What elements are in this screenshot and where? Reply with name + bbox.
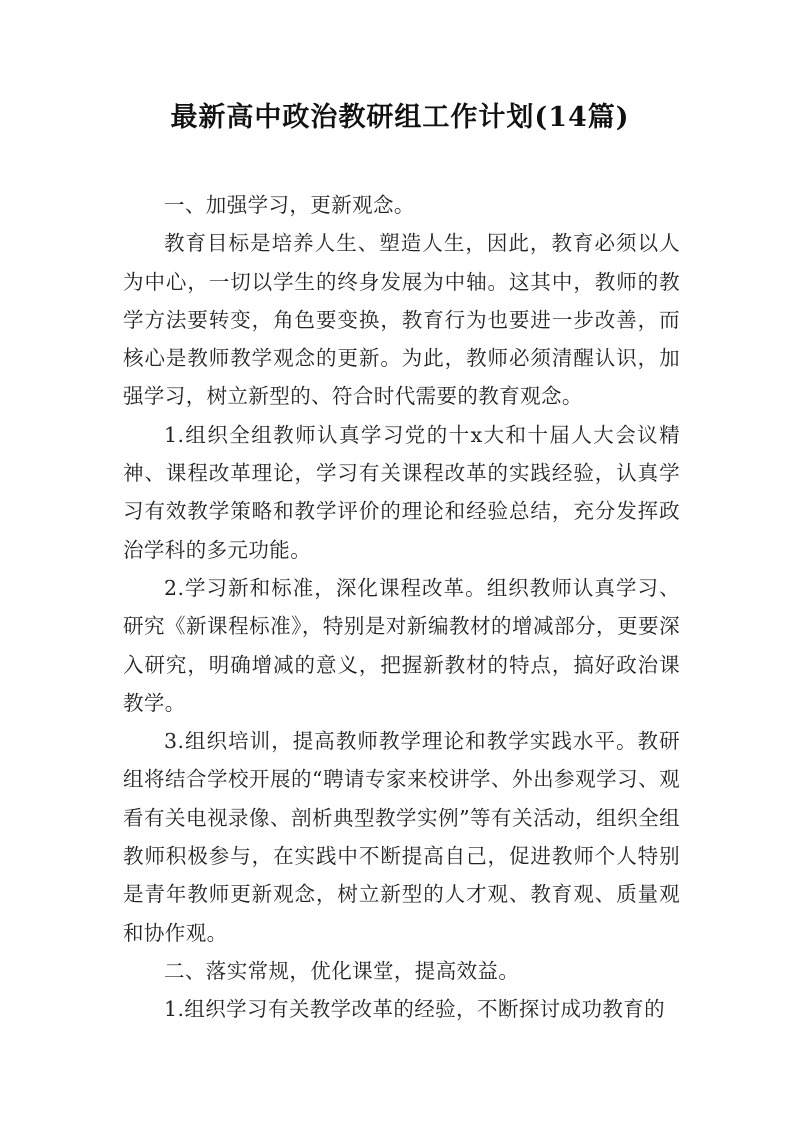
section-heading-1: 一、加强学习，更新观念。 (164, 193, 415, 217)
document-title: 最新高中政治教研组工作计划(14篇) (170, 102, 630, 133)
paragraph-intro: 教育目标是培养人生、塑造人生，因此，教育必须以人为中心，一切以学生的终身发展为中轴。这其中，教师的教学方法要转变，角色要变换，教育行为也要进一步改善，而核心是教师教学观念的更新。为此，教师必须清醒认识，加强学习，树立新型的、符合时代需要的教育观念。 (123, 231, 680, 409)
paragraph-item-4: 1.组织学习有关教学改革的经验，不断探讨成功教育的 (164, 997, 666, 1022)
paragraph-item-2: 2.学习新和标准，深化课程改革。组织教师认真学习、研究《新课程标准》，特别是对新编教材的增减部分，更要深入研究，明确增减的意义，把握新教材的特点，搞好政治课教学。 (123, 575, 680, 715)
paragraph-item-1: 1.组织全组教师认真学习党的十x大和十届人大会议精神、课程改革理论，学习有关课程改革的实践经验，认真学习有效教学策略和教学评价的理论和经验总结，充分发挥政治学科的多元功能。 (123, 422, 680, 562)
document-body (123, 186, 680, 1029)
paragraph-item-3: 3.组织培训，提高教师教学理论和教学实践水平。教研组将结合学校开展的“聘请专家来校讲学、外出参观学习、观看有关电视录像、剖析典型教学实例”等有关活动，组织全组教师积极参与，在实践中不断提高自己，促进教师个人特别是青年教师更新观念，树立新型的人才观、教育观、质量观和协作观。 (123, 729, 680, 945)
section-heading-2: 二、落实常规，优化课堂，提高效益。 (164, 958, 520, 983)
